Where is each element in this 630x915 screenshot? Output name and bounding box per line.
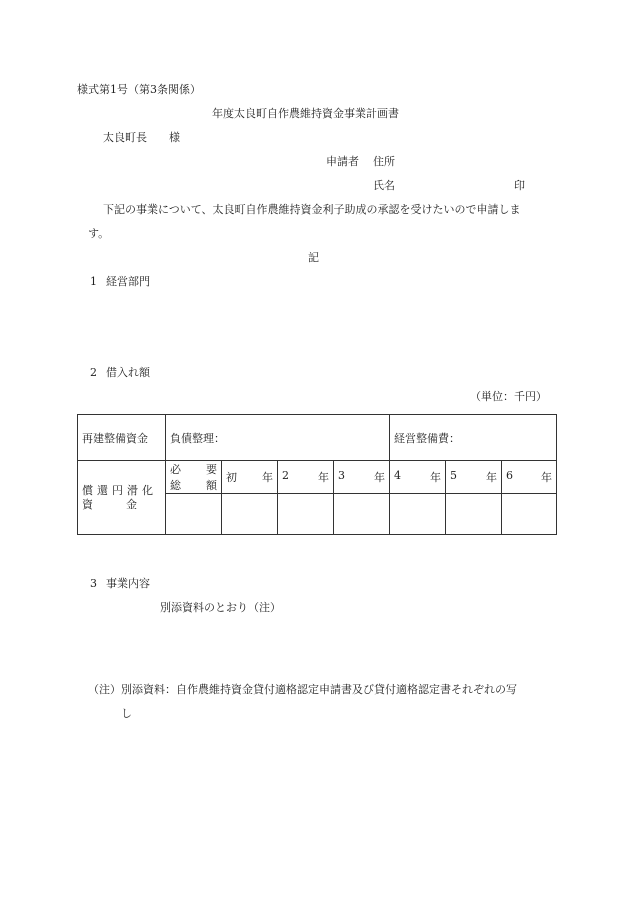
year-cell-2[interactable]: [278, 494, 334, 535]
section3-content: 別添資料のとおり（注）: [160, 601, 281, 614]
year-cell-5[interactable]: [446, 494, 502, 535]
required-total-cell[interactable]: [166, 494, 222, 535]
year-header-6: [502, 461, 557, 494]
year-header-5: [446, 461, 502, 494]
year-header-2: [278, 461, 334, 494]
year-header-4: [390, 461, 446, 494]
note-text-line2: し: [121, 707, 132, 720]
body-text-line2: す。: [88, 227, 110, 240]
row-label-reconstruction: 再建整備資金: [78, 415, 166, 461]
year-cell-4[interactable]: [390, 494, 446, 535]
year-cell-3[interactable]: [334, 494, 390, 535]
name-label: 氏名: [373, 179, 395, 192]
year-unit: 年: [541, 471, 552, 484]
year-number: 5: [450, 469, 457, 482]
year-number: 初: [226, 471, 237, 484]
seal-mark: 印: [514, 179, 525, 192]
debt-settlement-field[interactable]: 負債整理：: [166, 415, 390, 461]
note-label: （注）: [88, 683, 121, 696]
note-text-line1: 別添資料：自作農維持資金貸付適格認定申請書及び貸付適格認定書それぞれの写: [121, 683, 517, 696]
section3-heading: 事業内容: [106, 577, 150, 590]
unit-label: （単位：千円）: [470, 390, 547, 403]
loan-table: [77, 414, 557, 535]
row-label-repayment: [78, 461, 166, 535]
total-char-1: 総: [170, 479, 181, 492]
year-header-3: [334, 461, 390, 494]
section1-heading: 経営部門: [106, 275, 150, 288]
year-unit: 年: [430, 471, 441, 484]
total-char-2: 額: [206, 479, 217, 492]
required-char-1: 必: [170, 463, 181, 476]
document-title: 年度太良町自作農維持資金事業計画書: [212, 107, 399, 120]
section1-number: 1: [90, 275, 97, 288]
applicant-label: 申請者: [326, 155, 359, 168]
year-unit: 年: [374, 471, 385, 484]
repayment-label-line1: 償還円滑化: [82, 483, 157, 497]
year-unit: 年: [262, 471, 273, 484]
section3-number: 3: [90, 577, 97, 590]
addressee: 太良町長 様: [103, 131, 180, 144]
year-number: 2: [282, 469, 289, 482]
year-number: 6: [506, 469, 513, 482]
section2-heading: 借入れ額: [106, 366, 150, 379]
address-label: 住所: [373, 155, 395, 168]
repayment-label-line2: 資 金: [82, 497, 137, 511]
year-unit: 年: [318, 471, 329, 484]
body-text-line1: 下記の事業について、太良町自作農維持資金利子助成の承認を受けたいので申請しま: [103, 203, 521, 216]
year-unit: 年: [486, 471, 497, 484]
form-number: 様式第1号（第3条関係）: [77, 83, 201, 96]
management-cost-field[interactable]: 経営整備費：: [390, 415, 557, 461]
ki-heading: 記: [308, 251, 319, 264]
required-char-2: 要: [206, 463, 217, 476]
year-cell-6[interactable]: [502, 494, 557, 535]
year-number: 3: [338, 469, 345, 482]
year-header-1: [222, 461, 278, 494]
year-number: 4: [394, 469, 401, 482]
year-cell-1[interactable]: [222, 494, 278, 535]
section2-number: 2: [90, 366, 97, 379]
required-total-header: [166, 461, 222, 494]
